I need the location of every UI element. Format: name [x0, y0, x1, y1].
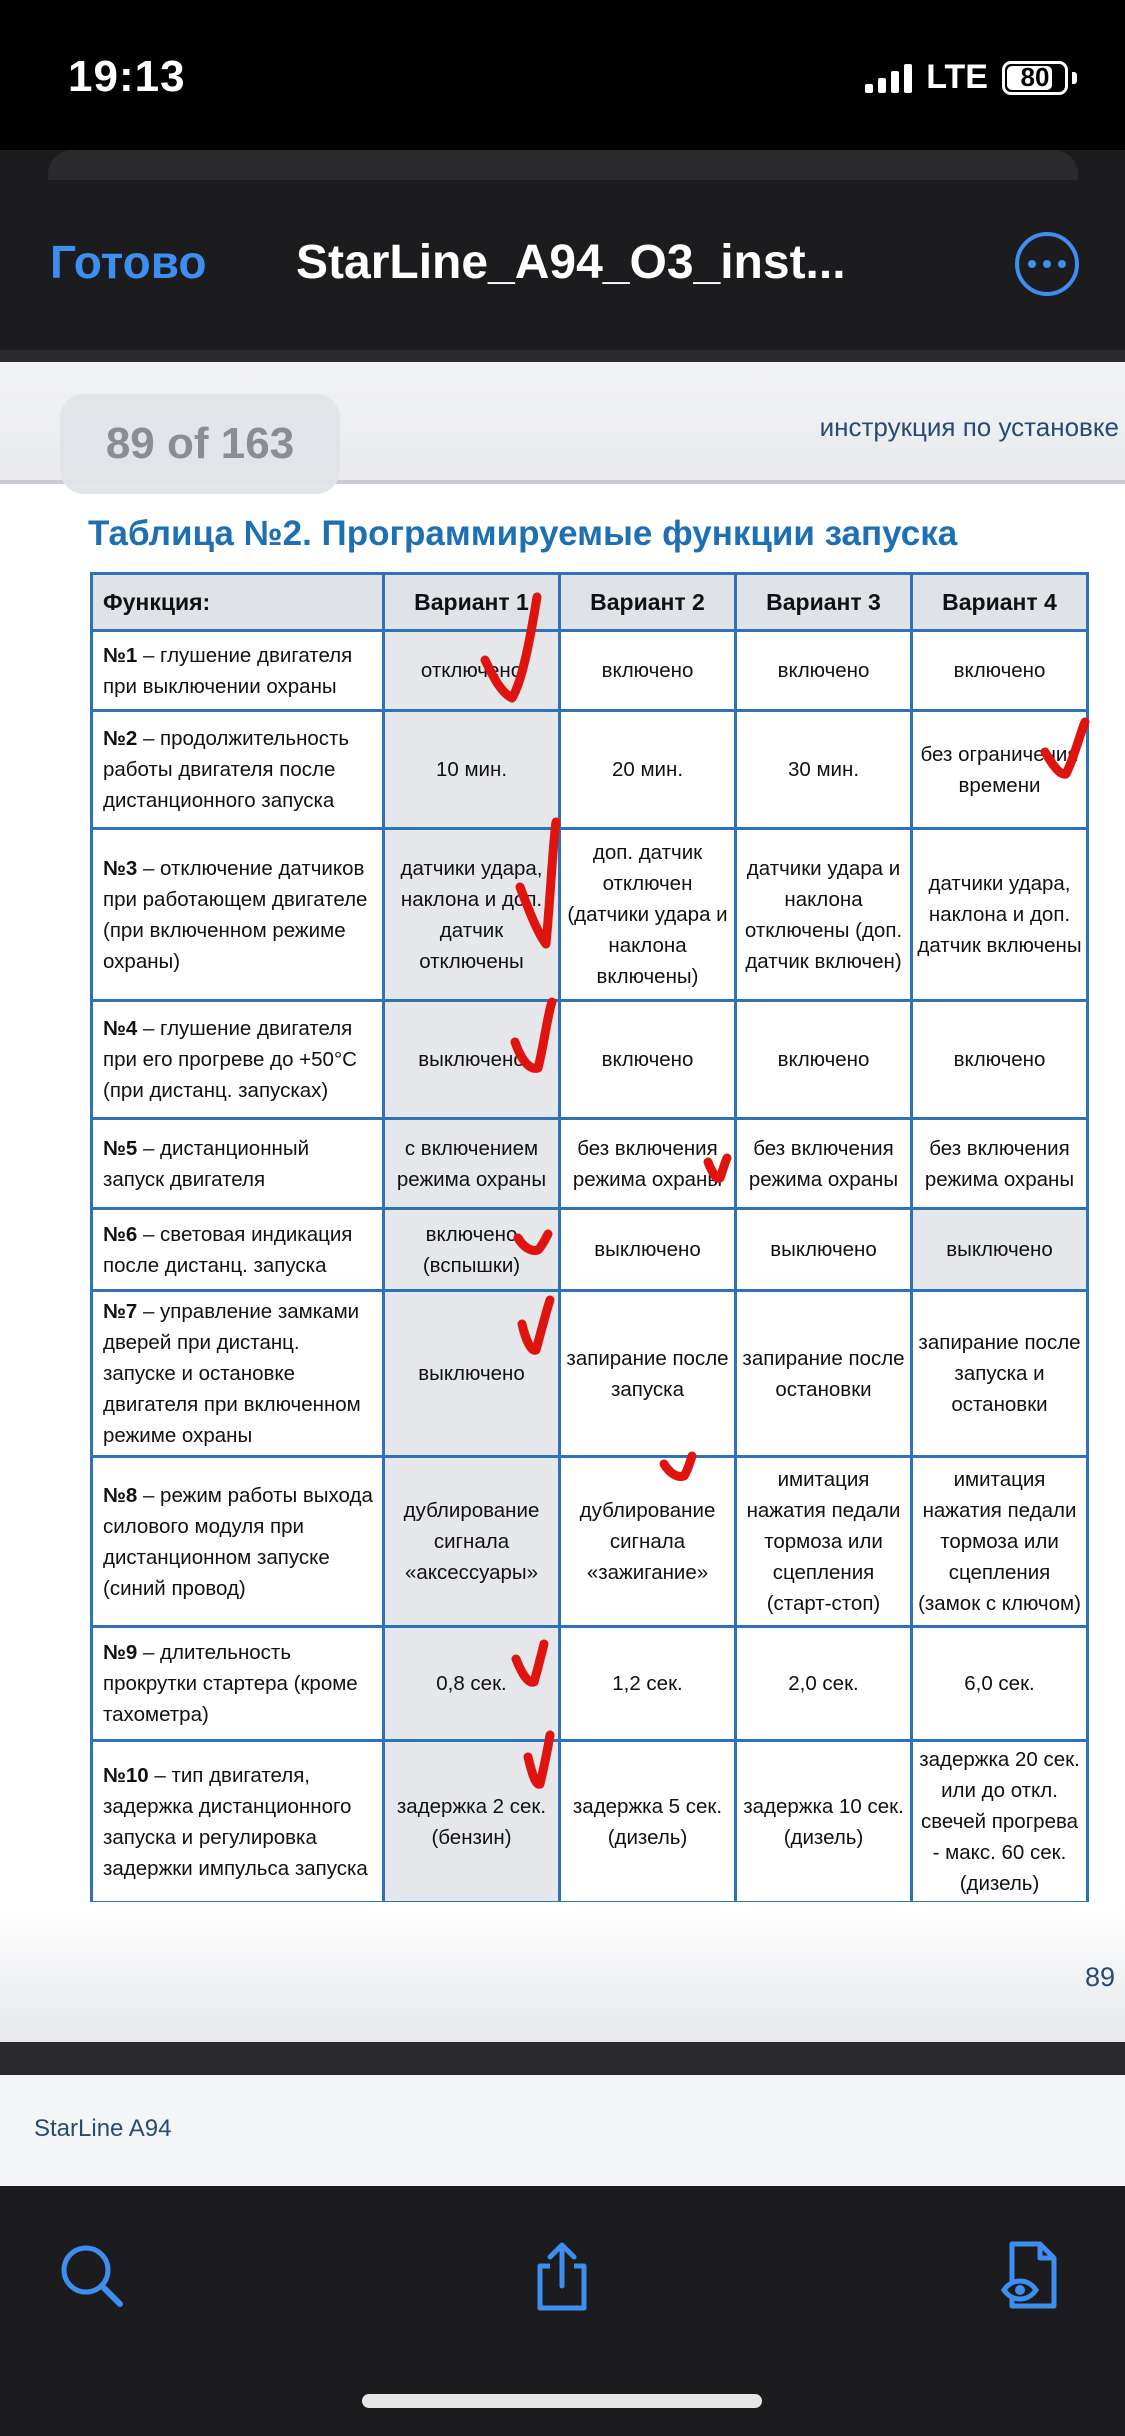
option-cell: запирание после остановки — [736, 1291, 912, 1457]
option-cell: 0,8 сек. — [384, 1627, 560, 1741]
cellular-signal-icon — [865, 63, 912, 93]
share-icon[interactable] — [522, 2236, 602, 2316]
checkmark-icon — [520, 822, 556, 944]
option-cell: 2,0 сек. — [736, 1627, 912, 1741]
option-cell: с включением режима охраны — [384, 1119, 560, 1209]
option-cell: включено — [560, 631, 736, 711]
option-cell: включено — [912, 1001, 1088, 1119]
option-cell: включено — [560, 1001, 736, 1119]
function-description: – дистанционный запуск двигателя — [103, 1136, 310, 1191]
function-description: – световая индикация после дистанц. запуска — [103, 1222, 353, 1277]
column-header: Вариант 3 — [736, 574, 912, 631]
function-number: №9 — [103, 1641, 138, 1664]
document-viewer[interactable] — [0, 350, 1125, 2142]
checkmark-icon — [708, 1158, 727, 1178]
option-cell: задержка 2 сек. (бензин) — [384, 1741, 560, 1903]
page-counter: 89 of 163 — [60, 394, 340, 494]
function-number: №7 — [103, 1300, 138, 1323]
option-cell: датчики удара, наклона и доп. датчик отключены — [384, 829, 560, 1001]
option-cell: запирание после запуска — [560, 1291, 736, 1457]
function-description: – глушение двигателя при его прогреве до +50°С (при дистанц. запусках) — [103, 1017, 357, 1102]
document-view-icon[interactable] — [992, 2236, 1072, 2316]
option-cell: включено — [736, 1001, 912, 1119]
column-header: Вариант 1 — [384, 574, 560, 631]
column-header: Вариант 2 — [560, 574, 736, 631]
running-head: инструкция по установке — [819, 412, 1119, 442]
option-cell: без включения режима охраны — [736, 1119, 912, 1209]
option-cell: задержка 20 сек. или до откл. свечей прогрева - макс. 60 сек. (дизель) — [912, 1741, 1088, 1903]
option-cell: датчики удара, наклона и доп. датчик включены — [912, 829, 1088, 1001]
document-page — [0, 362, 1125, 2042]
more-options-icon[interactable] — [1015, 232, 1079, 296]
option-cell: задержка 5 сек. (дизель) — [560, 1741, 736, 1903]
function-description: – режим работы выхода силового модуля при дистанционном запуске (синий провод) — [103, 1483, 373, 1600]
status-time: 19:13 — [68, 52, 186, 101]
column-header: Вариант 4 — [912, 574, 1088, 631]
option-cell: дублирование сигнала «аксессуары» — [384, 1457, 560, 1627]
battery-icon — [1002, 61, 1068, 95]
option-cell: выключено — [560, 1209, 736, 1291]
option-cell: выключено — [912, 1209, 1088, 1291]
option-cell: включено (вспышки) — [384, 1209, 560, 1291]
checkmark-icon — [522, 1300, 550, 1350]
option-cell: без ограничения времени — [912, 711, 1088, 829]
checkmark-icon — [1045, 722, 1085, 774]
status-bar — [0, 0, 1125, 150]
function-number: №4 — [103, 1017, 138, 1040]
option-cell: включено — [736, 631, 912, 711]
option-cell: доп. датчик отключен (датчики удара и наклона включены) — [560, 829, 736, 1001]
checkmark-icon — [528, 1735, 550, 1784]
next-page-preview — [0, 2075, 1125, 2195]
table-title: Таблица №2. Программируемые функции запуска — [88, 514, 958, 553]
function-number: №6 — [103, 1222, 138, 1246]
search-icon[interactable] — [52, 2236, 132, 2316]
option-cell: 10 мин. — [384, 711, 560, 829]
option-cell: 1,2 сек. — [560, 1627, 736, 1741]
done-button[interactable]: Готово — [50, 236, 207, 288]
function-number: №8 — [103, 1483, 138, 1507]
checkmark-icon — [664, 1456, 692, 1477]
checkmark-icon — [518, 1234, 548, 1251]
option-cell: датчики удара и наклона отключены (доп. датчик включен) — [736, 829, 912, 1001]
option-cell: запирание после запуска и остановки — [912, 1291, 1088, 1457]
page-number: 89 — [1084, 1962, 1115, 1992]
option-cell: задержка 10 сек. (дизель) — [736, 1741, 912, 1903]
home-indicator[interactable] — [362, 2394, 762, 2408]
option-cell: включено — [912, 631, 1088, 711]
annotation-layer — [0, 362, 1125, 2042]
function-description: – отключение датчиков при работающем двигателе (при включенном режиме охраны) — [103, 856, 368, 973]
battery-percent: 80 — [1020, 62, 1050, 92]
checkmark-icon — [485, 597, 537, 698]
function-description: – продолжительность работы двигателя после дистанционного запуска — [103, 727, 350, 812]
network-type: LTE — [926, 58, 988, 96]
function-description: – управление замками дверей при дистанц. запуске и остановке двигателя при включенном режиме охраны — [103, 1300, 361, 1447]
option-cell: имитация нажатия педали тормоза или сцепления (замок с ключом) — [912, 1457, 1088, 1627]
checkmark-icon — [516, 1644, 544, 1682]
option-cell: 20 мин. — [560, 711, 736, 829]
option-cell: без включения режима охраны — [560, 1119, 736, 1209]
option-cell: отключено — [384, 631, 560, 711]
column-header: Функция: — [92, 574, 384, 631]
function-description: – глушение двигателя при выключении охраны — [103, 643, 353, 698]
function-number: №1 — [103, 643, 138, 667]
viewer-header — [0, 180, 1125, 350]
option-cell: 6,0 сек. — [912, 1627, 1088, 1741]
option-cell: без включения режима охраны — [912, 1119, 1088, 1209]
option-cell: выключено — [736, 1209, 912, 1291]
option-cell: дублирование сигнала «зажигание» — [560, 1457, 736, 1627]
function-description: – тип двигателя, задержка дистанционного запуска и регулировка задержки импульса запуска — [103, 1763, 368, 1880]
function-number: №2 — [103, 727, 138, 750]
option-cell: выключено — [384, 1001, 560, 1119]
document-title: StarLine_A94_O3_inst... — [296, 236, 846, 289]
function-number: №3 — [103, 856, 138, 880]
option-cell: выключено — [384, 1291, 560, 1457]
function-description: – длительность прокрутки стартера (кроме тахометра) — [103, 1641, 358, 1726]
status-indicators — [865, 58, 1077, 97]
function-number: №5 — [103, 1136, 138, 1160]
checkmark-icon — [515, 1002, 552, 1068]
option-cell: имитация нажатия педали тормоза или сцепления (старт-стоп) — [736, 1457, 912, 1627]
option-cell: 30 мин. — [736, 711, 912, 829]
battery-cap — [1072, 72, 1077, 84]
next-page-running-foot: StarLine A94 — [34, 2115, 172, 2142]
function-number: №10 — [103, 1763, 149, 1787]
